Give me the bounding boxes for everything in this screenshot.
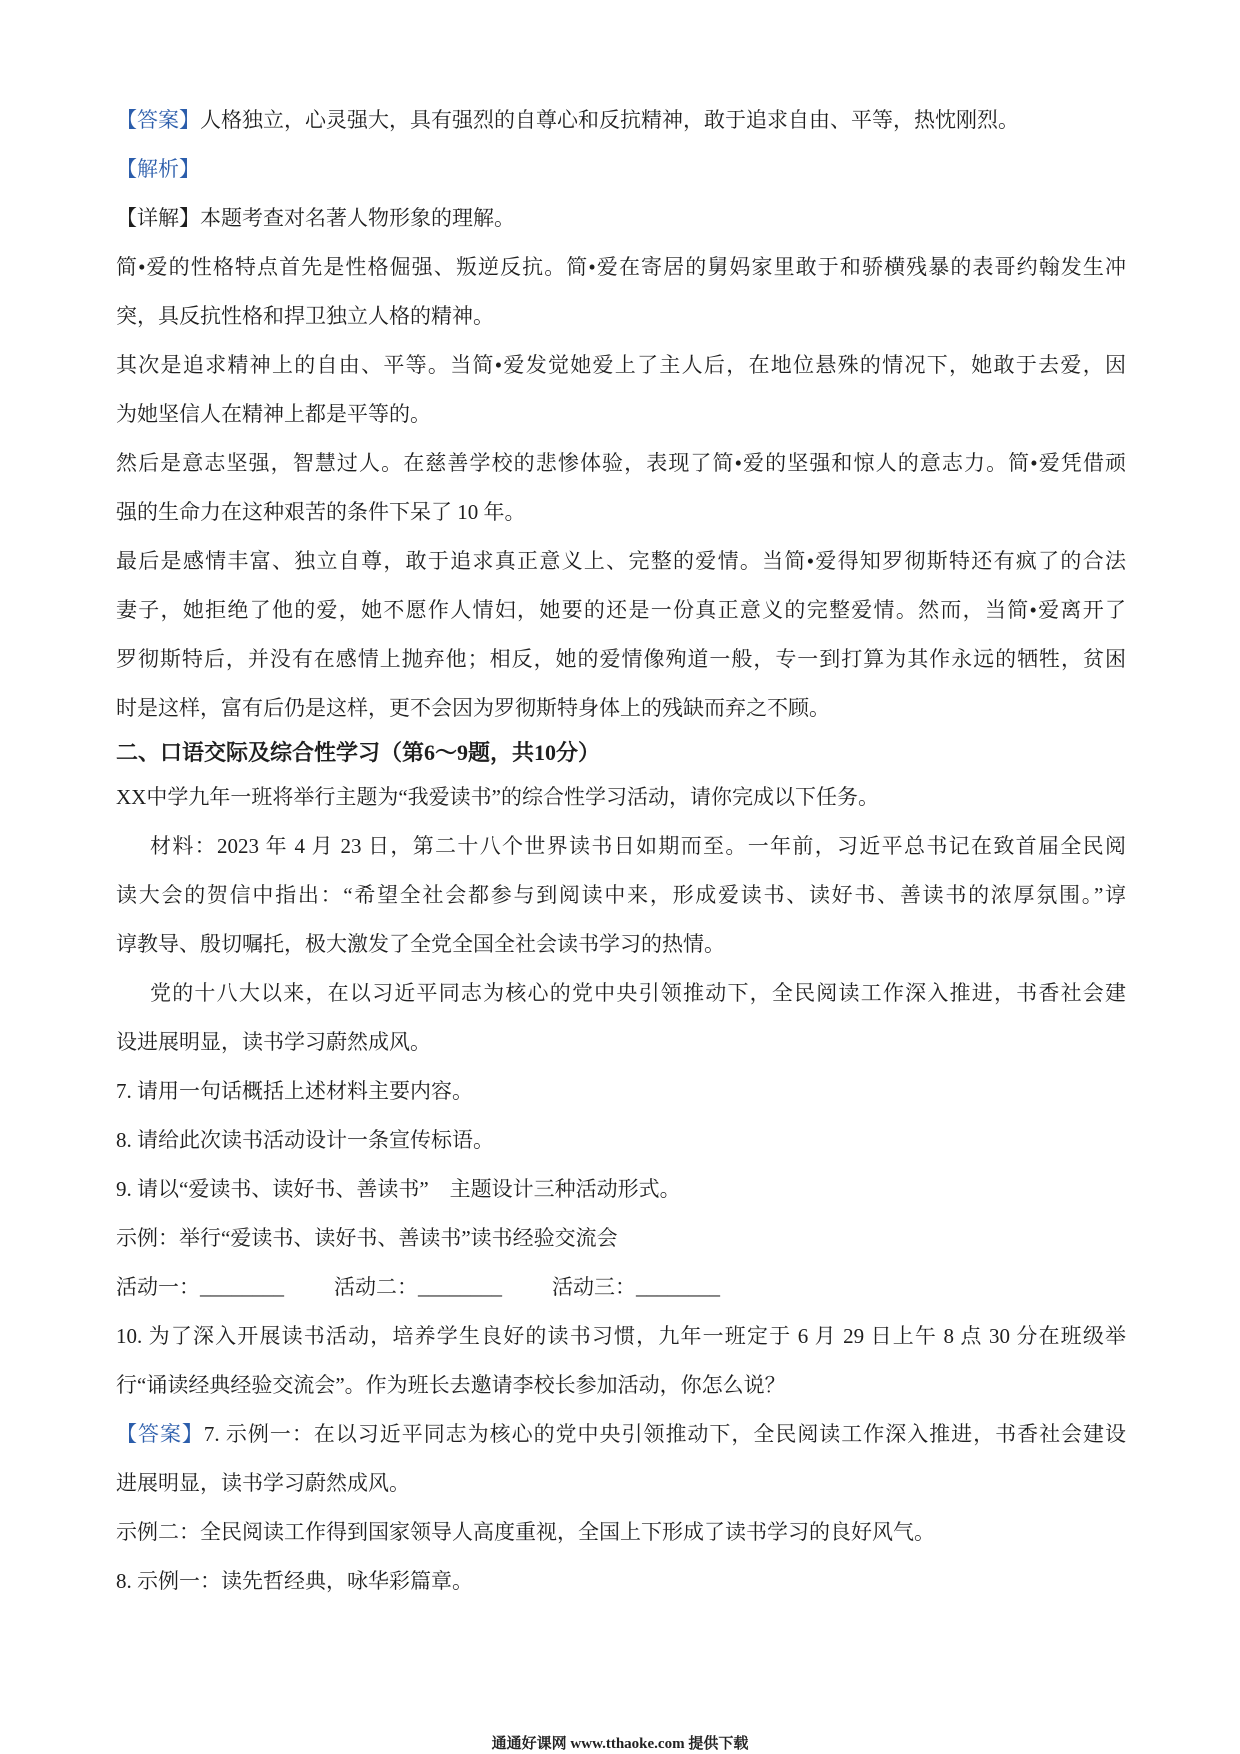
footer-credit: 通通好课网 www.tthaoke.com 提供下载 xyxy=(491,1736,749,1752)
question-7: 7. 请用一句话概括上述材料主要内容。 xyxy=(116,1079,473,1103)
paragraph-line: 其次是追求精神上的自由、平等。当简•爱发觉她爱上了主人后，在地位悬殊的情况下，她敢于去爱，因 xyxy=(116,353,1126,377)
detail-text: 本题考查对名著人物形象的理解。 xyxy=(200,206,515,230)
answer-line: 示例二：全民阅读工作得到国家领导人高度重视，全国上下形成了读书学习的良好风气。 xyxy=(116,1520,935,1544)
activity-blank-2: 活动二：________ xyxy=(334,1275,502,1299)
question-10-line: 行“诵读经典经验交流会”。作为班长去邀请李校长参加活动，你怎么说？ xyxy=(116,1373,786,1397)
question-8: 8. 请给此次读书活动设计一条宣传标语。 xyxy=(116,1128,494,1152)
activity-blanks xyxy=(116,1263,1126,1312)
material-line: 谆教导、殷切嘱托，极大激发了全党全国全社会读书学习的热情。 xyxy=(116,932,725,956)
answer-text: 7. 示例一：在以习近平同志为核心的党中央引领推动下，全民阅读工作深入推进，书香社会建设 xyxy=(203,1422,1126,1446)
paragraph-line: 突，具反抗性格和捍卫独立人格的精神。 xyxy=(116,304,494,328)
answer-line: 进展明显，读书学习蔚然成风。 xyxy=(116,1471,410,1495)
paragraph-line: 然后是意志坚强，智慧过人。在慈善学校的悲惨体验，表现了简•爱的坚强和惊人的意志力。简•爱凭借顽 xyxy=(116,451,1126,475)
activity-blank-1: 活动一：________ xyxy=(116,1275,284,1299)
detail-tag: 【详解】 xyxy=(116,206,200,230)
activity-blank-3: 活动三：________ xyxy=(552,1275,720,1299)
question-9-example: 示例：举行“爱读书、读好书、善读书”读书经验交流会 xyxy=(116,1226,618,1250)
question-10-line: 10. 为了深入开展读书活动，培养学生良好的读书习惯，九年一班定于 6 月 29 日上午 8 点 30 分在班级举 xyxy=(116,1324,1126,1348)
material-line: 党的十八大以来，在以习近平同志为核心的党中央引领推动下，全民阅读工作深入推进，书香社会建 xyxy=(150,981,1126,1005)
paragraph-line: 时是这样，富有后仍是这样，更不会因为罗彻斯特身体上的残缺而弃之不顾。 xyxy=(116,696,830,720)
material-line: 材料：2023 年 4 月 23 日，第二十八个世界读书日如期而至。一年前，习近平总书记在致首届全民阅 xyxy=(150,834,1126,858)
analysis-tag: 【解析】 xyxy=(116,157,200,181)
paragraph-line: 简•爱的性格特点首先是性格倔强、叛逆反抗。简•爱在寄居的舅妈家里敢于和骄横残暴的表哥约翰发生冲 xyxy=(116,255,1126,279)
page-content xyxy=(116,96,1126,1606)
answer-tag: 【答案】 xyxy=(116,1422,204,1446)
paragraph-line: 妻子，她拒绝了他的爱，她不愿作人情妇，她要的还是一份真正意义的完整爱情。然而，当简•爱离开了 xyxy=(116,598,1126,622)
paragraph-line: 最后是感情丰富、独立自尊，敢于追求真正意义上、完整的爱情。当简•爱得知罗彻斯特还有疯了的合法 xyxy=(116,549,1126,573)
material-line: 读大会的贺信中指出：“希望全社会都参与到阅读中来，形成爱读书、读好书、善读书的浓厚氛围。”谆 xyxy=(116,883,1126,907)
answer-line: 8. 示例一：读先哲经典，咏华彩篇章。 xyxy=(116,1569,473,1593)
answer-tag: 【答案】 xyxy=(116,108,200,132)
material-line: 设进展明显，读书学习蔚然成风。 xyxy=(116,1030,431,1054)
section-heading: 二、口语交际及综合性学习（第6～9题，共10分） xyxy=(116,740,601,765)
analysis-line xyxy=(116,145,1126,194)
paragraph-line: 为她坚信人在精神上都是平等的。 xyxy=(116,402,431,426)
answer-line xyxy=(116,1410,1126,1459)
paragraph-line: 强的生命力在这种艰苦的条件下呆了 10 年。 xyxy=(116,500,526,524)
question-9: 9. 请以“爱读书、读好书、善读书” 主题设计三种活动形式。 xyxy=(116,1177,681,1201)
answer-line xyxy=(116,96,1126,145)
answer-text: 人格独立，心灵强大，具有强烈的自尊心和反抗精神，敢于追求自由、平等，热忱刚烈。 xyxy=(200,108,1019,132)
detail-line xyxy=(116,194,1126,243)
section-intro: XX中学九年一班将举行主题为“我爱读书”的综合性学习活动，请你完成以下任务。 xyxy=(116,785,879,809)
paragraph-line: 罗彻斯特后，并没有在感情上抛弃他；相反，她的爱情像殉道一般，专一到打算为其作永远的牺牲，贫困 xyxy=(116,647,1126,671)
